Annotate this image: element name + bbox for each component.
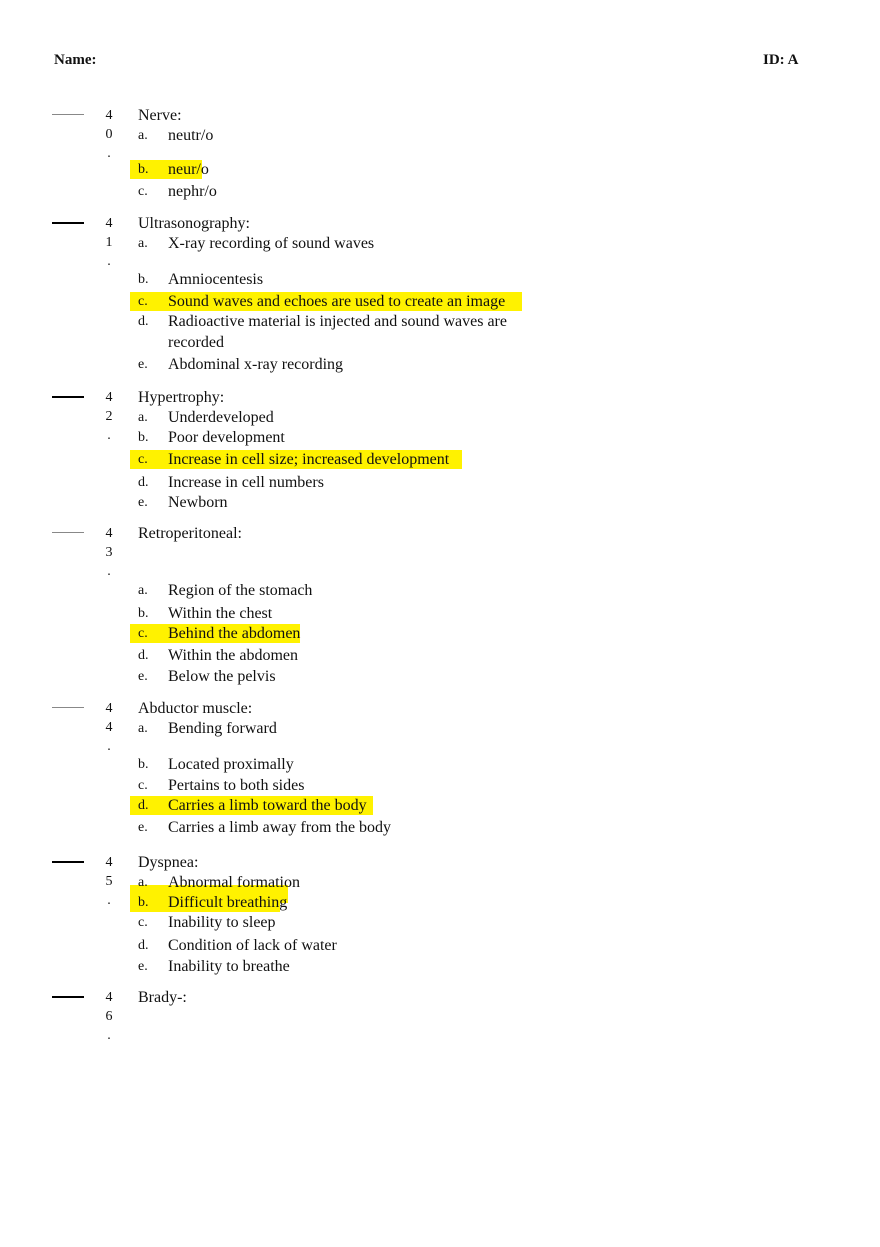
question-title: Abductor muscle:: [138, 700, 253, 717]
question-title: Retroperitoneal:: [138, 525, 242, 542]
question-title: Ultrasonography:: [138, 215, 250, 232]
question-number: 4 3 .: [105, 526, 113, 579]
question-title: Dyspnea:: [138, 854, 199, 871]
question-number: 4 2 .: [105, 390, 113, 443]
answer-blank[interactable]: [52, 996, 84, 998]
question-number: 4 0 .: [105, 108, 113, 161]
question-number: 4 6 .: [105, 990, 113, 1043]
question-title: Brady-:: [138, 989, 187, 1006]
question-number: 4 5 .: [105, 855, 113, 908]
answer-blank[interactable]: [52, 707, 84, 708]
answer-blank[interactable]: [52, 114, 84, 115]
question-title: Nerve:: [138, 107, 182, 124]
answer-blank[interactable]: [52, 222, 84, 224]
answer-blank[interactable]: [52, 532, 84, 533]
name-label: Name:: [54, 52, 97, 68]
id-label: ID: A: [763, 52, 799, 68]
answer-blank[interactable]: [52, 396, 84, 398]
question-number: 4 1 .: [105, 216, 113, 269]
answer-blank[interactable]: [52, 861, 84, 863]
question-title: Hypertrophy:: [138, 389, 225, 406]
question-number: 4 4 .: [105, 701, 113, 754]
